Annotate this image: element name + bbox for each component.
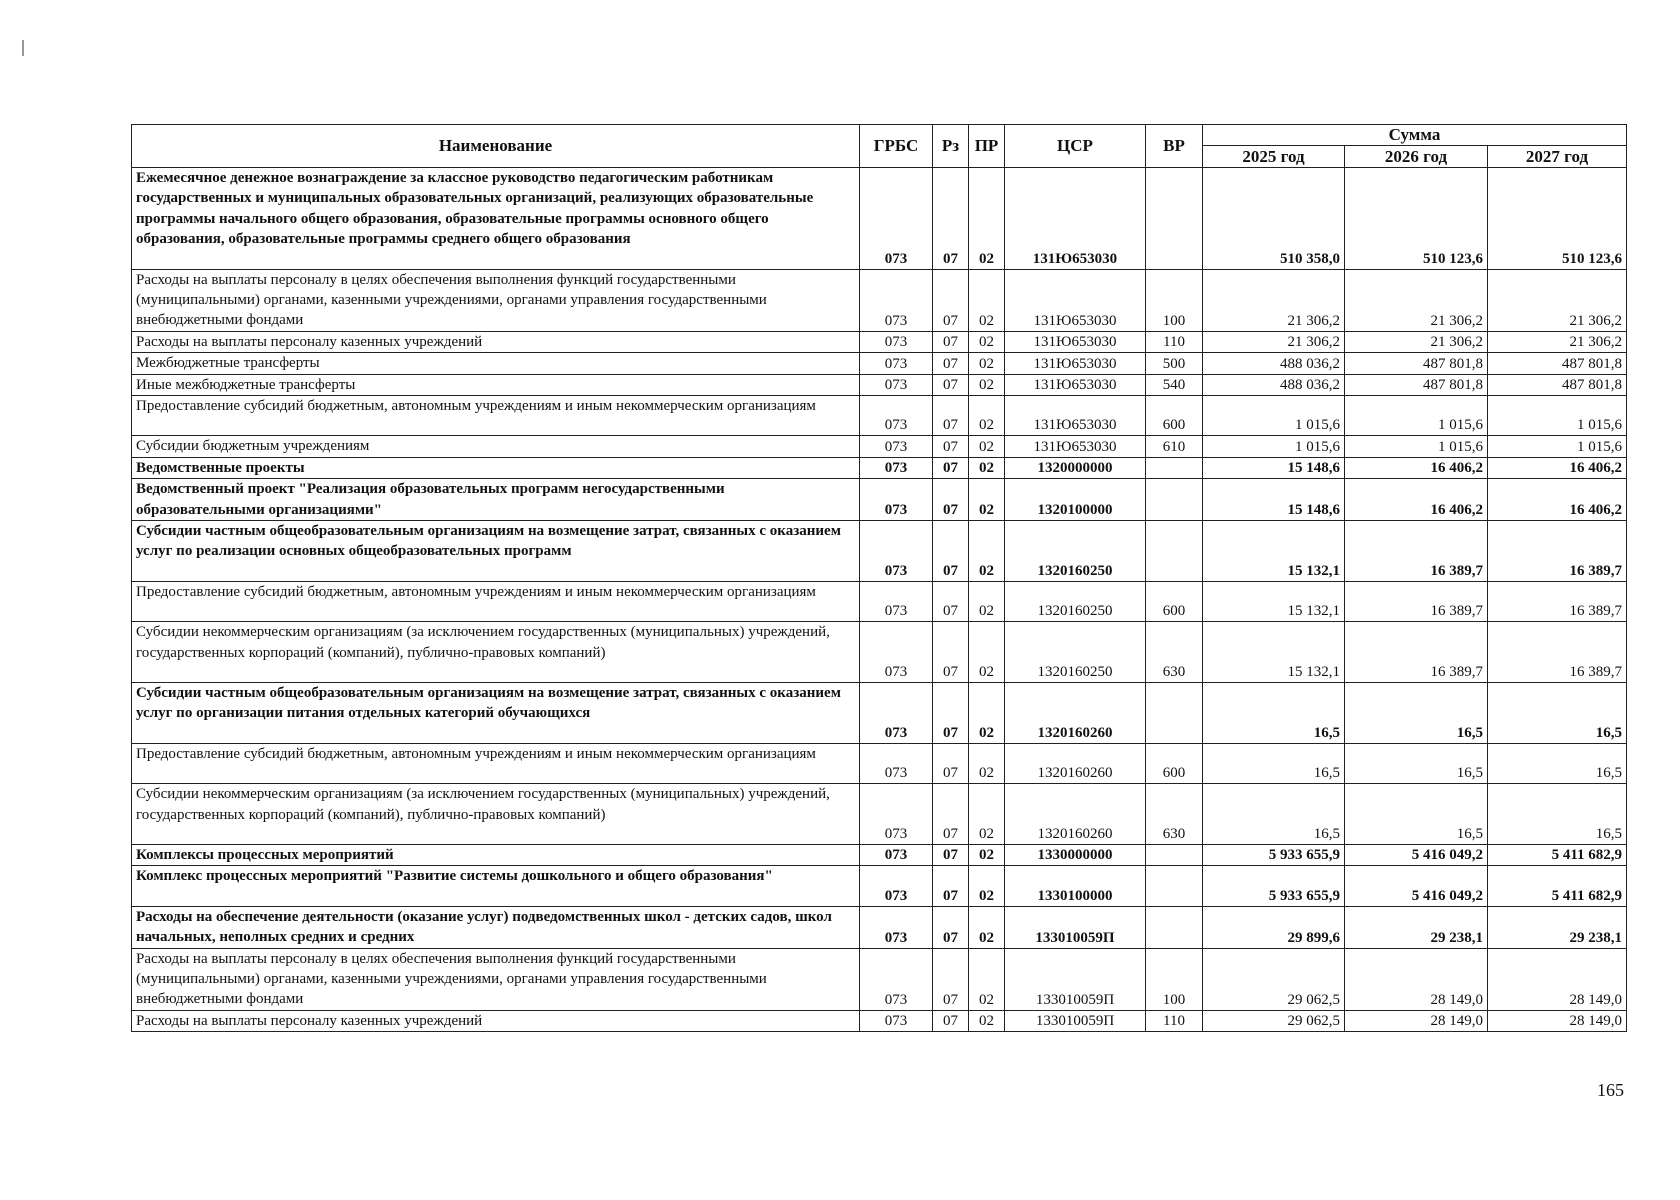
row-csr: 1320000000 (1005, 457, 1146, 478)
row-sum-2026: 1 015,6 (1345, 436, 1488, 457)
row-csr: 131Ю653030 (1005, 269, 1146, 331)
row-sum-2027: 5 411 682,9 (1488, 845, 1627, 866)
row-sum-2026: 16 406,2 (1345, 479, 1488, 521)
row-rz: 07 (933, 396, 969, 436)
row-grbs: 073 (860, 683, 933, 744)
row-name: Расходы на обеспечение деятельности (оказание услуг) подведомственных школ - детских садов, школ начальных, неполных средних и средних (132, 906, 860, 948)
header-name: Наименование (132, 125, 860, 168)
row-rz: 07 (933, 269, 969, 331)
row-sum-2027: 16 406,2 (1488, 479, 1627, 521)
row-name: Предоставление субсидий бюджетным, автономным учреждениям и иным некоммерческим организациям (132, 581, 860, 621)
row-grbs: 073 (860, 581, 933, 621)
row-sum-2025: 15 132,1 (1203, 521, 1345, 582)
row-sum-2026: 21 306,2 (1345, 331, 1488, 352)
row-grbs: 073 (860, 436, 933, 457)
row-name: Комплексы процессных мероприятий (132, 845, 860, 866)
row-vr: 110 (1146, 331, 1203, 352)
row-sum-2027: 1 015,6 (1488, 436, 1627, 457)
row-vr (1146, 521, 1203, 582)
row-vr: 630 (1146, 622, 1203, 683)
row-csr: 1320160260 (1005, 784, 1146, 845)
row-name: Расходы на выплаты персоналу казенных учреждений (132, 1010, 860, 1031)
row-pr: 02 (969, 948, 1005, 1010)
row-csr: 131Ю653030 (1005, 331, 1146, 352)
row-name: Предоставление субсидий бюджетным, автономным учреждениям и иным некоммерческим организациям (132, 743, 860, 783)
row-sum-2026: 16 389,7 (1345, 521, 1488, 582)
row-grbs: 073 (860, 906, 933, 948)
row-sum-2025: 15 132,1 (1203, 622, 1345, 683)
row-pr: 02 (969, 331, 1005, 352)
row-sum-2027: 5 411 682,9 (1488, 866, 1627, 906)
row-sum-2025: 5 933 655,9 (1203, 845, 1345, 866)
table-row (132, 436, 1627, 457)
row-sum-2025: 29 062,5 (1203, 948, 1345, 1010)
header-csr: ЦСР (1005, 125, 1146, 168)
row-sum-2025: 29 899,6 (1203, 906, 1345, 948)
row-sum-2026: 487 801,8 (1345, 374, 1488, 395)
row-sum-2026: 5 416 049,2 (1345, 866, 1488, 906)
row-sum-2025: 29 062,5 (1203, 1010, 1345, 1031)
row-csr: 1320160250 (1005, 622, 1146, 683)
row-pr: 02 (969, 845, 1005, 866)
header-year-2026: 2026 год (1345, 146, 1488, 168)
row-csr: 133010059П (1005, 1010, 1146, 1031)
row-name: Субсидии некоммерческим организациям (за исключением государственных (муниципальных) учреждений, государственных корпораций (компаний), публично-правовых компаний) (132, 622, 860, 683)
row-vr: 540 (1146, 374, 1203, 395)
row-sum-2025: 16,5 (1203, 743, 1345, 783)
table-row (132, 683, 1627, 744)
row-sum-2025: 15 148,6 (1203, 479, 1345, 521)
header-sum: Сумма (1203, 125, 1627, 146)
row-grbs: 073 (860, 269, 933, 331)
table-row (132, 845, 1627, 866)
row-sum-2027: 21 306,2 (1488, 331, 1627, 352)
table-row (132, 784, 1627, 845)
row-sum-2027: 487 801,8 (1488, 353, 1627, 374)
row-pr: 02 (969, 784, 1005, 845)
row-pr: 02 (969, 521, 1005, 582)
table-row (132, 269, 1627, 331)
row-pr: 02 (969, 396, 1005, 436)
row-name: Субсидии некоммерческим организациям (за исключением государственных (муниципальных) учреждений, государственных корпораций (компаний), публично-правовых компаний) (132, 784, 860, 845)
row-name: Межбюджетные трансферты (132, 353, 860, 374)
row-sum-2027: 16 389,7 (1488, 581, 1627, 621)
row-csr: 1320160250 (1005, 521, 1146, 582)
row-grbs: 073 (860, 622, 933, 683)
row-grbs: 073 (860, 479, 933, 521)
row-vr: 500 (1146, 353, 1203, 374)
table-row (132, 353, 1627, 374)
row-pr: 02 (969, 906, 1005, 948)
row-sum-2025: 1 015,6 (1203, 436, 1345, 457)
table-row (132, 1010, 1627, 1031)
row-pr: 02 (969, 374, 1005, 395)
row-sum-2025: 510 358,0 (1203, 168, 1345, 270)
row-rz: 07 (933, 374, 969, 395)
scan-mark (22, 40, 24, 56)
row-vr: 600 (1146, 743, 1203, 783)
row-rz: 07 (933, 948, 969, 1010)
row-sum-2026: 29 238,1 (1345, 906, 1488, 948)
row-sum-2026: 28 149,0 (1345, 1010, 1488, 1031)
table-row (132, 622, 1627, 683)
table-row (132, 457, 1627, 478)
row-vr: 100 (1146, 269, 1203, 331)
page-number: 165 (1597, 1080, 1624, 1100)
row-vr (1146, 683, 1203, 744)
row-sum-2027: 21 306,2 (1488, 269, 1627, 331)
row-pr: 02 (969, 168, 1005, 270)
row-csr: 131Ю653030 (1005, 436, 1146, 457)
row-sum-2025: 15 148,6 (1203, 457, 1345, 478)
table-row (132, 521, 1627, 582)
row-name: Ведомственный проект "Реализация образовательных программ негосударственными образовательными организациями" (132, 479, 860, 521)
row-grbs: 073 (860, 374, 933, 395)
row-vr: 600 (1146, 581, 1203, 621)
row-rz: 07 (933, 784, 969, 845)
row-csr: 1320160260 (1005, 743, 1146, 783)
row-rz: 07 (933, 581, 969, 621)
row-rz: 07 (933, 331, 969, 352)
row-name: Расходы на выплаты персоналу в целях обеспечения выполнения функций государственными (муниципальными) органами, казенными учреждениями, органами управления государственными внебюджетными фондами (132, 948, 860, 1010)
row-grbs: 073 (860, 168, 933, 270)
row-grbs: 073 (860, 396, 933, 436)
row-sum-2027: 16 389,7 (1488, 622, 1627, 683)
table-row (132, 743, 1627, 783)
row-name: Субсидии частным общеобразовательным организациям на возмещение затрат, связанных с оказанием услуг по организации питания отдельных категорий обучающихся (132, 683, 860, 744)
table-row (132, 168, 1627, 270)
row-rz: 07 (933, 743, 969, 783)
row-sum-2027: 487 801,8 (1488, 374, 1627, 395)
row-vr (1146, 168, 1203, 270)
row-csr: 131Ю653030 (1005, 374, 1146, 395)
table-row (132, 906, 1627, 948)
row-csr: 131Ю653030 (1005, 396, 1146, 436)
header-rz: Рз (933, 125, 969, 168)
row-sum-2026: 487 801,8 (1345, 353, 1488, 374)
row-sum-2027: 16,5 (1488, 683, 1627, 744)
header-year-2025: 2025 год (1203, 146, 1345, 168)
row-rz: 07 (933, 168, 969, 270)
budget-table (131, 124, 1627, 1032)
row-sum-2026: 510 123,6 (1345, 168, 1488, 270)
row-name: Иные межбюджетные трансферты (132, 374, 860, 395)
row-pr: 02 (969, 436, 1005, 457)
row-sum-2027: 1 015,6 (1488, 396, 1627, 436)
row-sum-2026: 1 015,6 (1345, 396, 1488, 436)
row-sum-2027: 510 123,6 (1488, 168, 1627, 270)
row-sum-2026: 21 306,2 (1345, 269, 1488, 331)
row-pr: 02 (969, 457, 1005, 478)
row-sum-2026: 16,5 (1345, 683, 1488, 744)
row-rz: 07 (933, 521, 969, 582)
row-name: Субсидии частным общеобразовательным организациям на возмещение затрат, связанных с оказанием услуг по реализации основных общеобразовательных программ (132, 521, 860, 582)
row-grbs: 073 (860, 1010, 933, 1031)
row-name: Ежемесячное денежное вознаграждение за классное руководство педагогическим работникам государственных и муниципальных образовательных организаций, реализующих образовательные программы начального общего образования, образовательные программы основного общего образования, образовательные программы среднего общего образования (132, 168, 860, 270)
row-sum-2025: 5 933 655,9 (1203, 866, 1345, 906)
row-rz: 07 (933, 479, 969, 521)
row-rz: 07 (933, 1010, 969, 1031)
row-sum-2026: 5 416 049,2 (1345, 845, 1488, 866)
table-row (132, 479, 1627, 521)
row-sum-2025: 21 306,2 (1203, 269, 1345, 331)
row-grbs: 073 (860, 331, 933, 352)
row-name: Предоставление субсидий бюджетным, автономным учреждениям и иным некоммерческим организациям (132, 396, 860, 436)
row-vr: 630 (1146, 784, 1203, 845)
row-csr: 1320160260 (1005, 683, 1146, 744)
row-pr: 02 (969, 683, 1005, 744)
row-sum-2026: 16 389,7 (1345, 622, 1488, 683)
row-grbs: 073 (860, 457, 933, 478)
header-grbs: ГРБС (860, 125, 933, 168)
row-vr: 110 (1146, 1010, 1203, 1031)
row-sum-2027: 16 389,7 (1488, 521, 1627, 582)
row-vr (1146, 479, 1203, 521)
row-sum-2027: 28 149,0 (1488, 948, 1627, 1010)
row-sum-2027: 28 149,0 (1488, 1010, 1627, 1031)
row-csr: 131Ю653030 (1005, 168, 1146, 270)
row-pr: 02 (969, 479, 1005, 521)
row-pr: 02 (969, 269, 1005, 331)
row-grbs: 073 (860, 845, 933, 866)
header-pr: ПР (969, 125, 1005, 168)
row-rz: 07 (933, 845, 969, 866)
row-vr: 100 (1146, 948, 1203, 1010)
table-row (132, 866, 1627, 906)
row-vr (1146, 457, 1203, 478)
header-year-2027: 2027 год (1488, 146, 1627, 168)
row-grbs: 073 (860, 948, 933, 1010)
row-csr: 1330100000 (1005, 866, 1146, 906)
row-sum-2026: 28 149,0 (1345, 948, 1488, 1010)
row-vr: 610 (1146, 436, 1203, 457)
row-grbs: 073 (860, 353, 933, 374)
table-row (132, 331, 1627, 352)
row-sum-2025: 16,5 (1203, 784, 1345, 845)
row-name: Расходы на выплаты персоналу казенных учреждений (132, 331, 860, 352)
row-vr (1146, 866, 1203, 906)
row-sum-2026: 16 389,7 (1345, 581, 1488, 621)
row-vr: 600 (1146, 396, 1203, 436)
row-sum-2026: 16,5 (1345, 743, 1488, 783)
row-csr: 1320160250 (1005, 581, 1146, 621)
row-grbs: 073 (860, 866, 933, 906)
row-rz: 07 (933, 353, 969, 374)
row-sum-2027: 16 406,2 (1488, 457, 1627, 478)
table-row (132, 396, 1627, 436)
header-vr: ВР (1146, 125, 1203, 168)
row-name: Комплекс процессных мероприятий "Развитие системы дошкольного и общего образования" (132, 866, 860, 906)
row-pr: 02 (969, 1010, 1005, 1031)
row-sum-2025: 1 015,6 (1203, 396, 1345, 436)
row-csr: 1330000000 (1005, 845, 1146, 866)
row-sum-2025: 21 306,2 (1203, 331, 1345, 352)
row-rz: 07 (933, 436, 969, 457)
row-grbs: 073 (860, 521, 933, 582)
row-pr: 02 (969, 866, 1005, 906)
row-sum-2025: 16,5 (1203, 683, 1345, 744)
row-rz: 07 (933, 906, 969, 948)
row-rz: 07 (933, 457, 969, 478)
row-pr: 02 (969, 622, 1005, 683)
row-csr: 131Ю653030 (1005, 353, 1146, 374)
row-sum-2026: 16 406,2 (1345, 457, 1488, 478)
table-row (132, 581, 1627, 621)
row-sum-2027: 29 238,1 (1488, 906, 1627, 948)
table-body (132, 168, 1627, 1032)
row-name: Субсидии бюджетным учреждениям (132, 436, 860, 457)
row-csr: 1320100000 (1005, 479, 1146, 521)
row-sum-2027: 16,5 (1488, 743, 1627, 783)
row-name: Расходы на выплаты персоналу в целях обеспечения выполнения функций государственными (муниципальными) органами, казенными учреждениями, органами управления государственными внебюджетными фондами (132, 269, 860, 331)
row-name: Ведомственные проекты (132, 457, 860, 478)
row-grbs: 073 (860, 743, 933, 783)
table-row (132, 948, 1627, 1010)
row-csr: 133010059П (1005, 948, 1146, 1010)
row-pr: 02 (969, 353, 1005, 374)
row-sum-2025: 488 036,2 (1203, 353, 1345, 374)
row-sum-2026: 16,5 (1345, 784, 1488, 845)
row-rz: 07 (933, 866, 969, 906)
row-grbs: 073 (860, 784, 933, 845)
row-rz: 07 (933, 683, 969, 744)
row-csr: 133010059П (1005, 906, 1146, 948)
row-vr (1146, 906, 1203, 948)
table-row (132, 374, 1627, 395)
row-sum-2025: 488 036,2 (1203, 374, 1345, 395)
row-rz: 07 (933, 622, 969, 683)
row-sum-2025: 15 132,1 (1203, 581, 1345, 621)
row-sum-2027: 16,5 (1488, 784, 1627, 845)
row-pr: 02 (969, 743, 1005, 783)
row-vr (1146, 845, 1203, 866)
row-pr: 02 (969, 581, 1005, 621)
